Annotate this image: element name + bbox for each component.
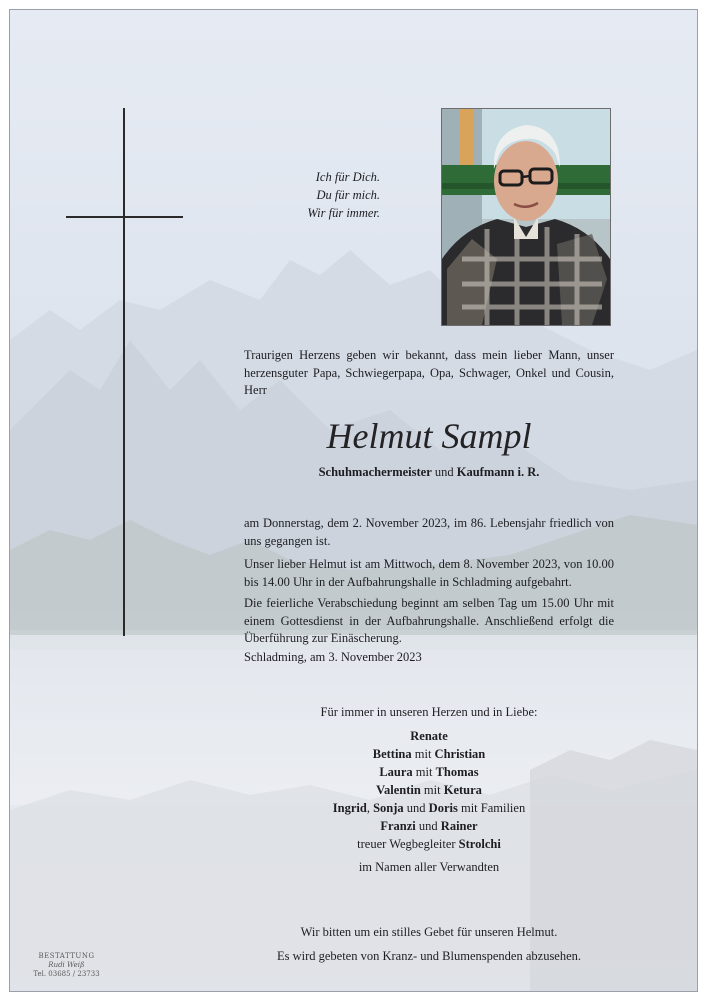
family-member: Thomas <box>435 765 479 779</box>
connector: und <box>415 819 441 833</box>
family-line <box>244 781 614 799</box>
connector: mit <box>412 765 436 779</box>
connector: mit <box>420 783 444 797</box>
family-member: Strolchi <box>458 837 501 851</box>
family-member: Christian <box>434 747 486 761</box>
connector: mit <box>411 747 435 761</box>
connector: und <box>403 801 429 815</box>
profession-primary: Schuhmachermeister <box>318 465 432 479</box>
viewing-paragraph: Unser lieber Helmut ist am Mittwoch, dem 8. November 2023, von 10.00 bis 14.00 Uhr in der Aufbahrungshalle in Schladming aufgebahrt. <box>244 557 614 589</box>
profession-connector: und <box>431 465 457 479</box>
verse-line: Ich für Dich. <box>315 170 380 184</box>
undertaker-name: Rudi Weiß <box>48 961 85 969</box>
cross-horizontal-bar <box>66 216 183 218</box>
cross-vertical-bar <box>123 108 125 636</box>
family-line <box>244 817 614 835</box>
family-member: Ketura <box>443 783 482 797</box>
prayer-request: Wir bitten um ein stilles Gebet für unseren Helmut. <box>300 925 558 939</box>
verse-line: Wir für immer. <box>307 206 380 220</box>
family-section <box>244 703 614 876</box>
obituary-page <box>9 9 698 992</box>
place-date: Schladming, am 3. November 2023 <box>244 650 422 664</box>
family-member: Bettina <box>372 747 412 761</box>
family-line <box>244 835 614 853</box>
portrait-photo <box>441 108 611 326</box>
family-line <box>244 745 614 763</box>
family-member: Valentin <box>376 783 421 797</box>
family-member: Doris <box>428 801 458 815</box>
flowers-notice: Es wird gebeten von Kranz- und Blumenspenden abzusehen. <box>276 949 582 963</box>
relatives-line: im Namen aller Verwandten <box>358 860 500 874</box>
family-line <box>244 727 614 745</box>
family-member: Sonja <box>373 801 404 815</box>
family-member: Rainer <box>440 819 478 833</box>
profession-secondary: Kaufmann i. R. <box>456 465 540 479</box>
family-member: Ingrid <box>332 801 367 815</box>
farewell-paragraph: Die feierliche Verabschiedung beginnt am selben Tag um 15.00 Uhr mit einem Gottesdienst in der Aufbahrungshalle. Anschließend erfolgt die Überführung zur Einäscherung. <box>244 596 614 645</box>
deceased-name: Helmut Sampl <box>326 416 532 456</box>
deceased-profession <box>244 465 614 480</box>
family-heading: Für immer in unseren Herzen und in Liebe: <box>320 705 538 719</box>
family-line <box>244 763 614 781</box>
family-member: Renate <box>410 729 448 743</box>
family-member: Franzi <box>380 819 416 833</box>
family-line <box>244 799 614 817</box>
death-paragraph: am Donnerstag, dem 2. November 2023, im 86. Lebensjahr friedlich von uns gegangen ist. <box>244 516 614 548</box>
undertaker-label: BESTATTUNG <box>38 952 95 960</box>
connector: mit Familien <box>457 801 526 815</box>
memorial-verse <box>240 168 380 222</box>
intro-text: Traurigen Herzens geben wir bekannt, dass mein lieber Mann, unser herzensguter Papa, Schwiegerpapa, Opa, Schwager, Onkel und Cousin, Herr <box>244 348 614 397</box>
undertaker-imprint <box>24 952 109 979</box>
verse-line: Du für mich. <box>316 188 380 202</box>
connector: , <box>366 801 374 815</box>
connector: treuer Wegbegleiter <box>357 837 459 851</box>
undertaker-phone: Tel. 03685 / 23733 <box>33 970 100 978</box>
family-member: Laura <box>379 765 413 779</box>
